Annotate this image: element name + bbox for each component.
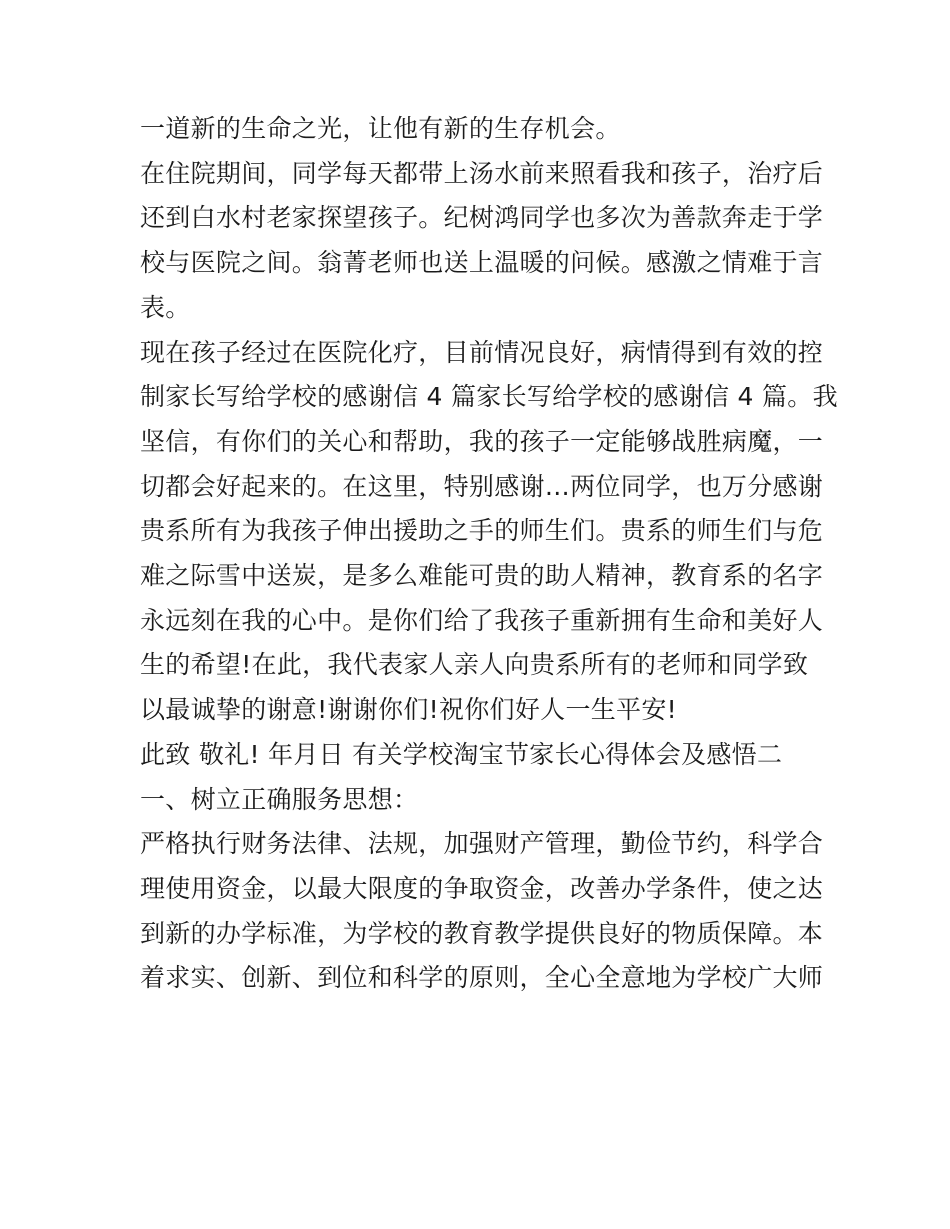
text-line: 生的希望!在此，我代表家人亲人向贵系所有的老师和同学致	[140, 650, 809, 680]
text-line: 严格执行财务法律、法规，加强财产管理，勤俭节约，科学合	[140, 829, 824, 859]
text-line: 校与医院之间。翁菁老师也送上温暖的问候。感激之情难于言	[140, 248, 824, 278]
text-line: 永远刻在我的心中。是你们给了我孩子重新拥有生命和美好人	[140, 605, 824, 635]
text-line: 到新的办学标准，为学校的教育教学提供良好的物质保障。本	[140, 918, 824, 948]
text-line: 贵系所有为我孩子伸出援助之手的师生们。贵系的师生们与危	[140, 516, 824, 546]
text-line: 理使用资金，以最大限度的争取资金，改善办学条件，使之达	[140, 873, 824, 903]
text-line: 坚信，有你们的关心和帮助，我的孩子一定能够战胜病魔，一	[140, 426, 824, 456]
text-line: 切都会好起来的。在这里，特别感谢…两位同学，也万分感谢	[140, 471, 824, 501]
text-line: 以最诚挚的谢意!谢谢你们!祝你们好人一生平安!	[140, 695, 677, 725]
text-line: 在住院期间，同学每天都带上汤水前来照看我和孩子，治疗后	[140, 158, 824, 188]
text-line: 表。	[140, 292, 191, 322]
text-line: 此致 敬礼! 年月日 有关学校淘宝节家长心得体会及感悟二	[140, 739, 783, 769]
text-line: 现在孩子经过在医院化疗，目前情况良好，病情得到有效的控	[140, 337, 824, 367]
text-line: 着求实、创新、到位和科学的原则，全心全意地为学校广大师	[140, 963, 824, 993]
text-line: 一道新的生命之光，让他有新的生存机会。	[140, 114, 621, 143]
text-line: 难之际雪中送炭，是多么难能可贵的助人精神，教育系的名字	[140, 561, 824, 591]
text-line: 还到白水村老家探望孩子。纪树鸿同学也多次为善款奔走于学	[140, 203, 824, 233]
text-line: 制家长写给学校的感谢信 4 篇家长写给学校的感谢信 4 篇。我	[140, 382, 838, 412]
text-line: 一、树立正确服务思想：	[140, 784, 419, 814]
document-body	[140, 107, 838, 1001]
